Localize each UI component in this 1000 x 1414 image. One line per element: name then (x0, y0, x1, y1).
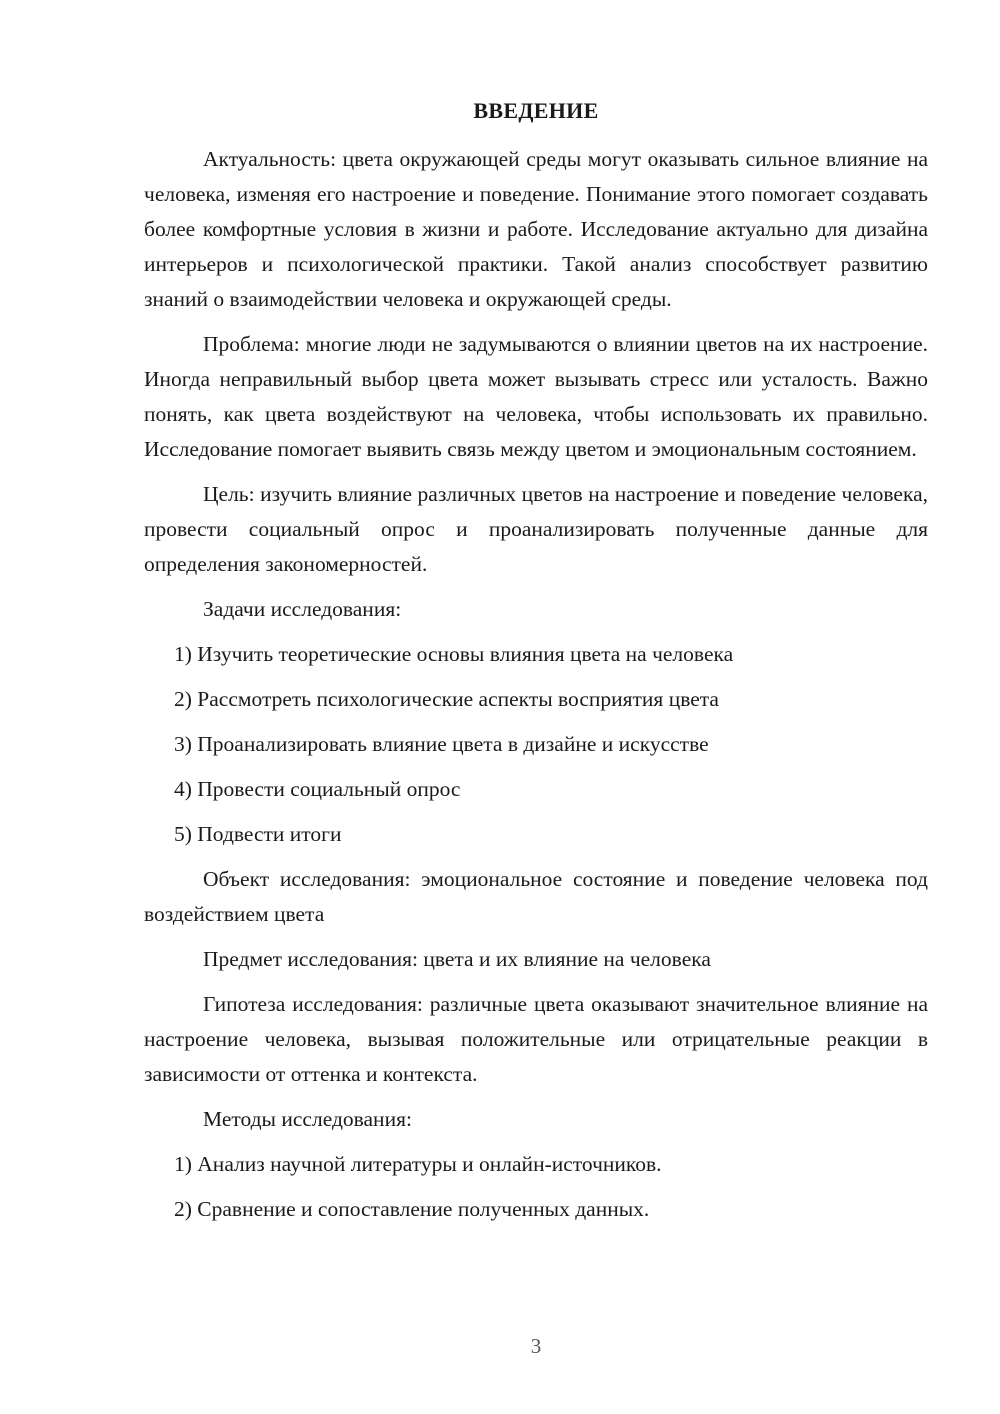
method-item-1: 1) Анализ научной литературы и онлайн-источников. (174, 1152, 662, 1176)
object-paragraph: Объект исследования: эмоциональное состояние и поведение человека под воздействием цвета (144, 867, 928, 926)
document-body (144, 142, 928, 1237)
method-item-2: 2) Сравнение и сопоставление полученных данных. (174, 1197, 650, 1221)
goal-paragraph: Цель: изучить влияние различных цветов на настроение и поведение человека, провести социальный опрос и проанализировать полученные данные для определения закономерностей. (144, 482, 928, 576)
hypothesis-paragraph: Гипотеза исследования: различные цвета оказывают значительное влияние на настроение человека, вызывая положительные или отрицательные реакции в зависимости от оттенка и контекста. (144, 992, 928, 1086)
task-item-1: 1) Изучить теоретические основы влияния цвета на человека (174, 642, 734, 666)
page-number: 3 (530, 1334, 542, 1358)
task-item-2: 2) Рассмотреть психологические аспекты восприятия цвета (174, 687, 719, 711)
methods-heading: Методы исследования: (203, 1107, 412, 1131)
page-title: ВВЕДЕНИЕ (473, 98, 599, 123)
task-item-4: 4) Провести социальный опрос (174, 777, 461, 801)
relevance-paragraph: Актуальность: цвета окружающей среды могут оказывать сильное влияние на человека, изменяя его настроение и поведение. Понимание этого помогает создавать более комфортные условия в жизни и работе. Исследование актуально для дизайна интерьеров и психологической практики. Такой анализ способствует развитию знаний о взаимодействии человека и окружающей среды. (144, 147, 928, 311)
task-item-3: 3) Проанализировать влияние цвета в дизайне и искусстве (174, 732, 709, 756)
problem-paragraph: Проблема: многие люди не задумываются о влиянии цветов на их настроение. Иногда неправильный выбор цвета может вызывать стресс или усталость. Важно понять, как цвета воздействуют на человека, чтобы использовать их правильно. Исследование помогает выявить связь между цветом и эмоциональным состоянием. (144, 332, 928, 461)
tasks-heading: Задачи исследования: (203, 597, 402, 621)
subject-paragraph: Предмет исследования: цвета и их влияние на человека (203, 947, 711, 971)
task-item-5: 5) Подвести итоги (174, 822, 342, 846)
